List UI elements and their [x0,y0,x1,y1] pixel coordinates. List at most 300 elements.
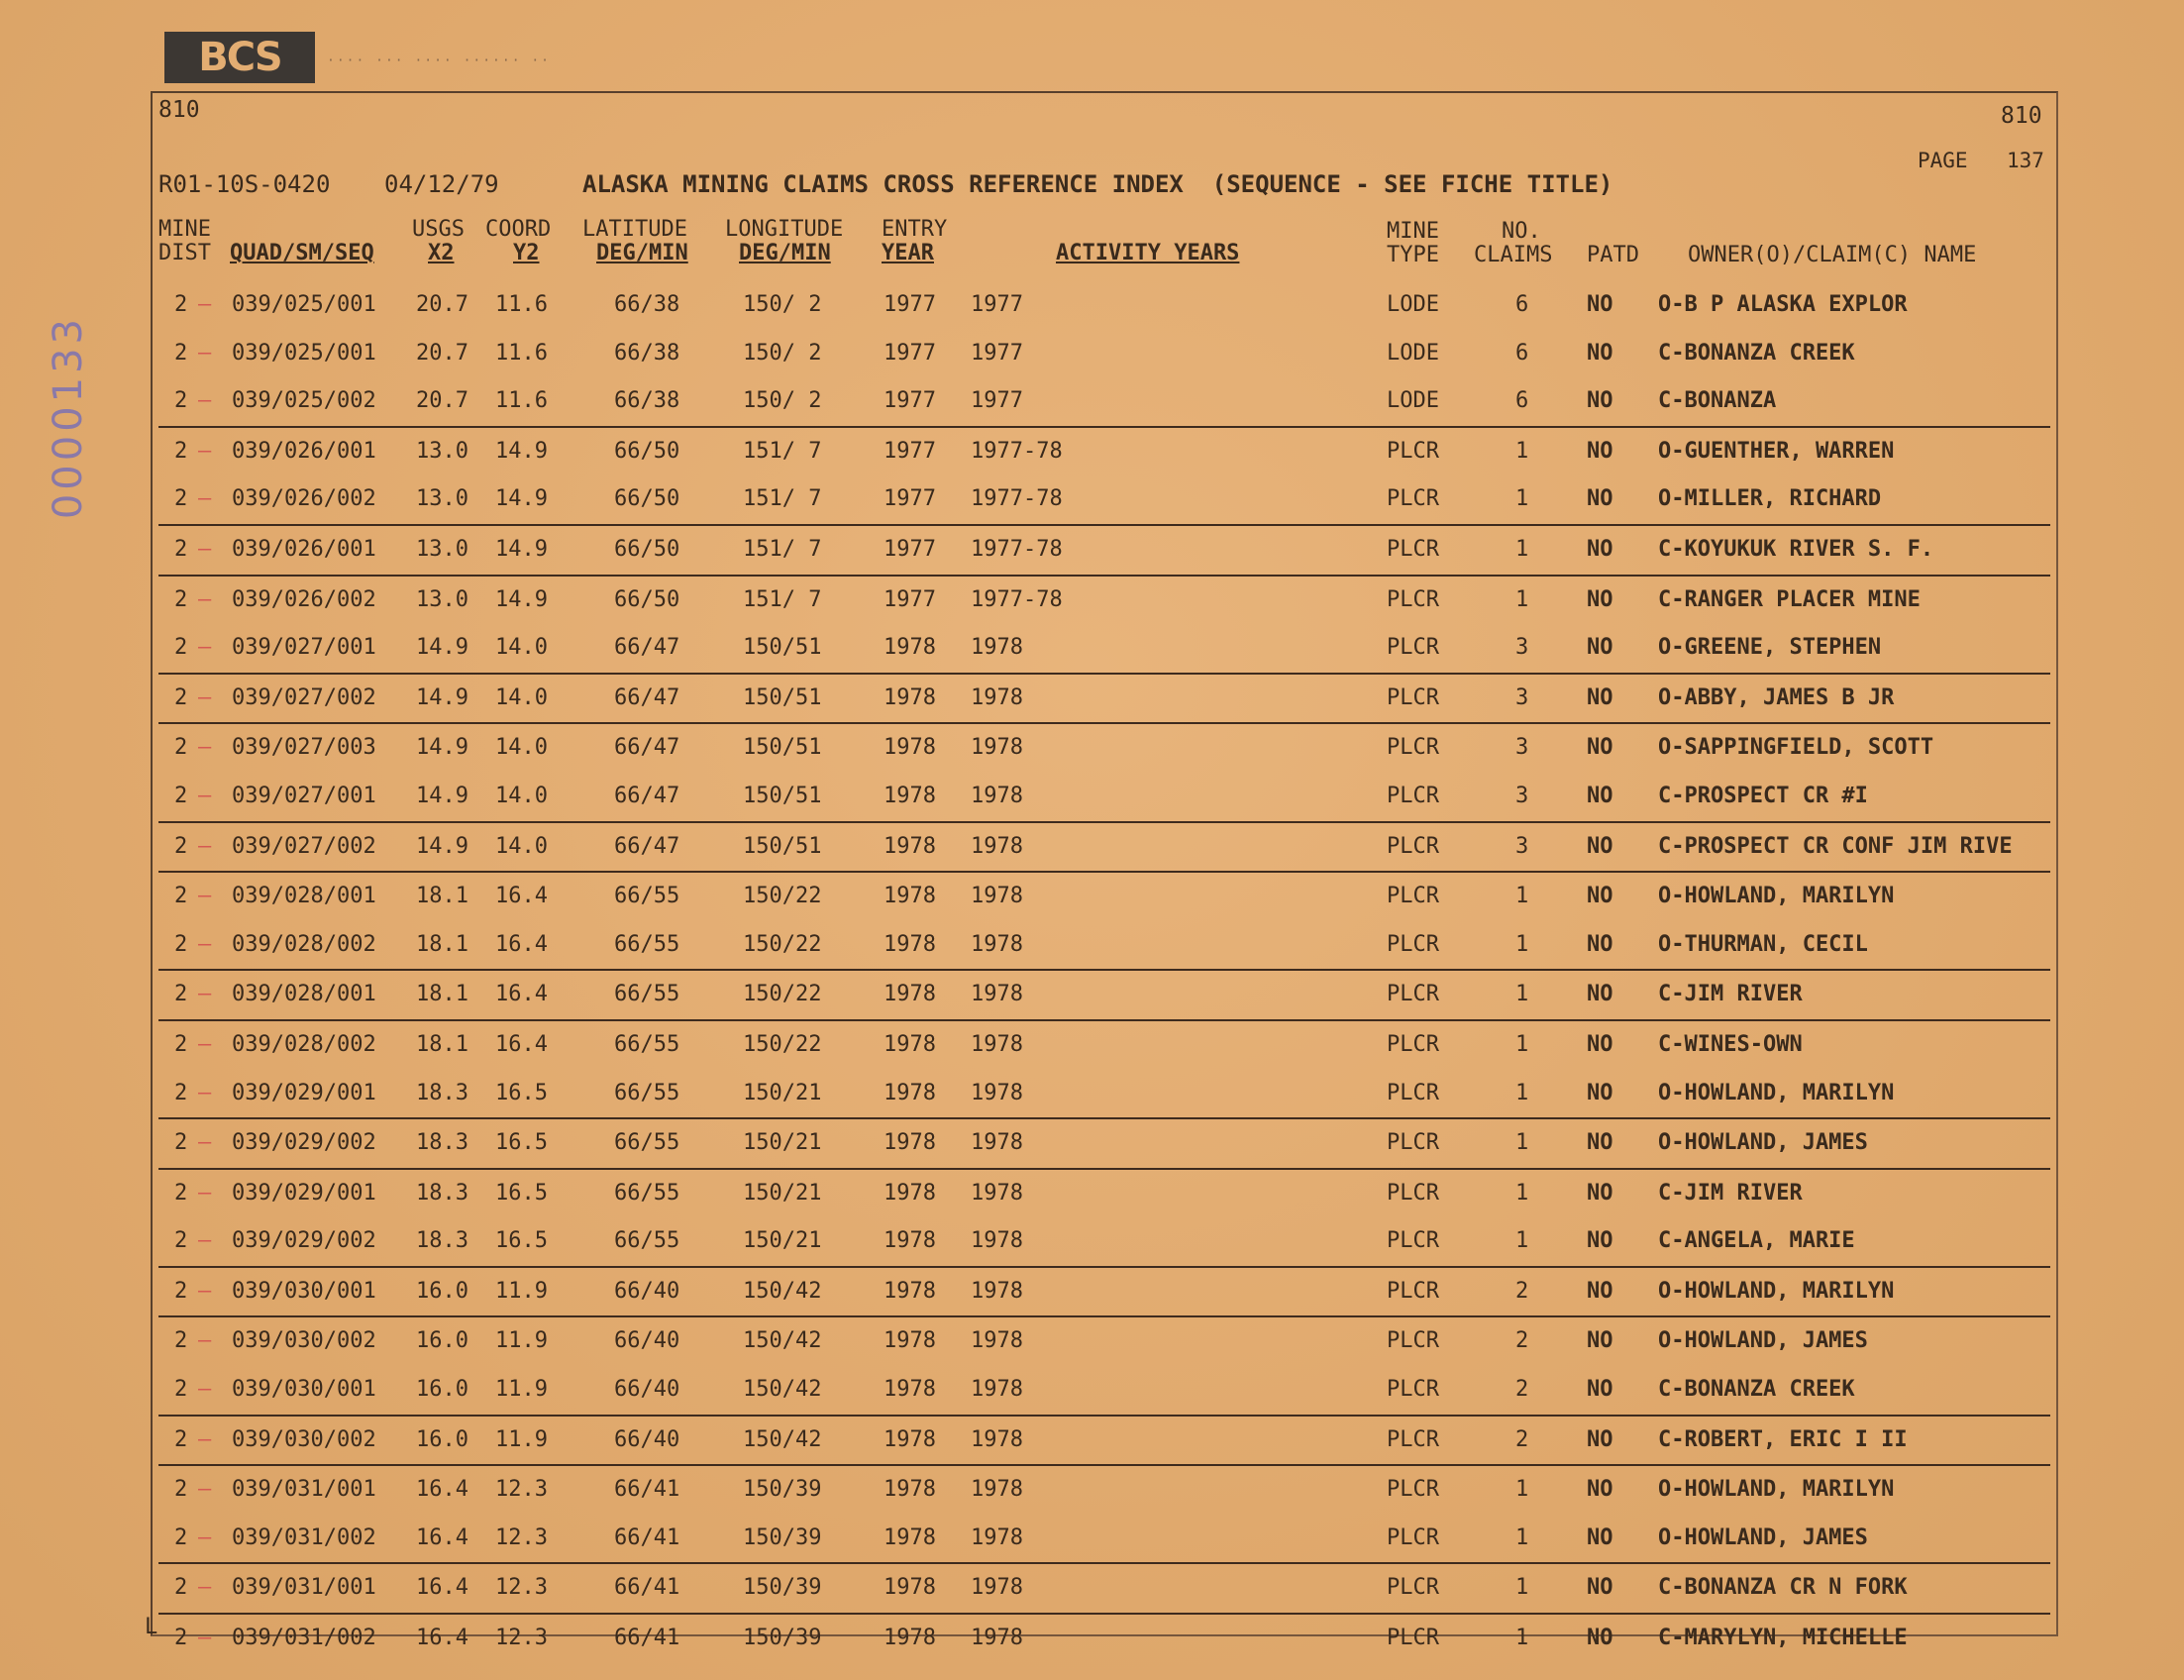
mine-type-cell: PLCR [1387,833,1439,859]
owner-claim-name-cell: C-BONANZA CREEK [1658,340,1855,366]
quad-sm-seq-cell: 039/029/002 [232,1130,376,1156]
report-date: 04/12/79 [384,170,499,198]
col-mine-type-line2: TYPE [1387,243,1439,267]
owner-claim-name-cell: C-JIM RIVER [1658,982,1803,1007]
coord-y2-cell: 11.9 [495,1328,548,1354]
mine-dist-cell: 2 [174,1477,188,1503]
patented-cell: NO [1587,1228,1613,1254]
red-tick-mark: — [198,1477,212,1503]
col-entry-line2: YEAR [882,241,934,265]
col-activity-years: ACTIVITY YEARS [1056,241,1240,265]
longitude-cell: 151/ 7 [743,486,822,512]
table-row [158,1070,2050,1120]
col-claims-line2: CLAIMS [1474,243,1553,267]
mine-type-cell: PLCR [1387,586,1439,612]
claims-count-cell: 1 [1515,1626,1529,1651]
col-longitude-line2: DEG/MIN [739,241,831,265]
red-tick-mark: — [198,684,212,710]
owner-claim-name-cell: O-HOWLAND, MARILYN [1658,1278,1895,1304]
latitude-cell: 66/55 [614,1180,680,1206]
coord-y2-cell: 16.5 [495,1080,548,1105]
red-tick-mark: — [198,1228,212,1254]
activity-years-cell: 1978 [971,735,1023,761]
longitude-cell: 150/ 2 [743,388,822,414]
mine-dist-cell: 2 [174,931,188,957]
patented-cell: NO [1587,1426,1613,1452]
latitude-cell: 66/40 [614,1278,680,1304]
latitude-cell: 66/47 [614,735,680,761]
coord-y2-cell: 16.5 [495,1130,548,1156]
entry-year-cell: 1978 [884,1031,936,1057]
latitude-cell: 66/55 [614,1080,680,1105]
entry-year-cell: 1978 [884,1130,936,1156]
usgs-x2-cell: 20.7 [416,292,468,317]
table-row [158,281,2050,330]
red-tick-mark: — [198,1278,212,1304]
mine-type-cell: PLCR [1387,438,1439,464]
quad-sm-seq-cell: 039/028/001 [232,982,376,1007]
entry-year-cell: 1977 [884,292,936,317]
mine-dist-cell: 2 [174,438,188,464]
red-tick-mark: — [198,1180,212,1206]
col-mine-dist-line1: MINE [158,217,211,242]
owner-claim-name-cell: O-GREENE, STEPHEN [1658,635,1882,661]
activity-years-cell: 1978 [971,833,1023,859]
entry-year-cell: 1977 [884,536,936,562]
red-tick-mark: — [198,884,212,909]
owner-claim-name-cell: O-ABBY, JAMES B JR [1658,684,1895,710]
claims-count-cell: 3 [1515,635,1529,661]
owner-claim-name-cell: C-RANGER PLACER MINE [1658,586,1921,612]
usgs-x2-cell: 18.3 [416,1228,468,1254]
mine-dist-cell: 2 [174,1426,188,1452]
activity-years-cell: 1978 [971,684,1023,710]
longitude-cell: 150/42 [743,1377,822,1403]
red-tick-mark: — [198,1626,212,1651]
longitude-cell: 150/42 [743,1328,822,1354]
claims-count-cell: 2 [1515,1377,1529,1403]
latitude-cell: 66/41 [614,1575,680,1601]
table-row [158,675,2050,725]
usgs-x2-cell: 18.1 [416,884,468,909]
mine-type-cell: PLCR [1387,1180,1439,1206]
usgs-x2-cell: 16.4 [416,1477,468,1503]
entry-year-cell: 1978 [884,833,936,859]
activity-years-cell: 1978 [971,1278,1023,1304]
mine-type-cell: PLCR [1387,735,1439,761]
quad-sm-seq-cell: 039/027/002 [232,833,376,859]
claims-count-cell: 1 [1515,1575,1529,1601]
claims-count-cell: 1 [1515,536,1529,562]
entry-year-cell: 1978 [884,931,936,957]
activity-years-cell: 1978 [971,1524,1023,1550]
activity-years-cell: 1978 [971,1031,1023,1057]
entry-year-cell: 1978 [884,1426,936,1452]
claims-count-cell: 3 [1515,783,1529,808]
red-tick-mark: — [198,1031,212,1057]
usgs-x2-cell: 14.9 [416,735,468,761]
mine-dist-cell: 2 [174,1278,188,1304]
activity-years-cell: 1978 [971,1426,1023,1452]
quad-sm-seq-cell: 039/027/002 [232,684,376,710]
usgs-x2-cell: 14.9 [416,635,468,661]
entry-year-cell: 1977 [884,438,936,464]
longitude-cell: 150/ 2 [743,292,822,317]
quad-sm-seq-cell: 039/025/002 [232,388,376,414]
mine-type-cell: PLCR [1387,1031,1439,1057]
mine-type-cell: PLCR [1387,1377,1439,1403]
col-latitude-line2: DEG/MIN [596,241,688,265]
owner-claim-name-cell: O-B P ALASKA EXPLOR [1658,292,1908,317]
entry-year-cell: 1978 [884,1080,936,1105]
table-row [158,1021,2050,1070]
red-tick-mark: — [198,1426,212,1452]
table-row [158,330,2050,378]
entry-year-cell: 1978 [884,1328,936,1354]
coord-y2-cell: 11.6 [495,340,548,366]
coord-y2-cell: 14.9 [495,536,548,562]
usgs-x2-cell: 16.0 [416,1377,468,1403]
owner-claim-name-cell: O-THURMAN, CECIL [1658,931,1868,957]
table-row [158,1417,2050,1467]
latitude-cell: 66/40 [614,1426,680,1452]
quad-sm-seq-cell: 039/030/001 [232,1377,376,1403]
activity-years-cell: 1978 [971,783,1023,808]
latitude-cell: 66/50 [614,536,680,562]
mine-type-cell: LODE [1387,388,1439,414]
mine-dist-cell: 2 [174,1377,188,1403]
longitude-cell: 150/39 [743,1575,822,1601]
page-number: 137 [2007,149,2044,172]
owner-claim-name-cell: C-BONANZA [1658,388,1777,414]
red-tick-mark: — [198,340,212,366]
coord-y2-cell: 11.6 [495,388,548,414]
latitude-cell: 66/55 [614,884,680,909]
latitude-cell: 66/47 [614,684,680,710]
activity-years-cell: 1978 [971,1228,1023,1254]
report-title: ALASKA MINING CLAIMS CROSS REFERENCE INDEX (SEQUENCE - SEE FICHE TITLE) [582,170,1613,198]
red-tick-mark: — [198,931,212,957]
report-id: R01-10S-0420 [158,170,331,198]
patented-cell: NO [1587,1524,1613,1550]
mine-dist-cell: 2 [174,1031,188,1057]
side-stamp-number: 0000133 [46,315,91,520]
longitude-cell: 150/22 [743,1031,822,1057]
mine-type-cell: PLCR [1387,1130,1439,1156]
owner-claim-name-cell: C-WINES-OWN [1658,1031,1803,1057]
mine-dist-cell: 2 [174,1180,188,1206]
activity-years-cell: 1978 [971,931,1023,957]
latitude-cell: 66/55 [614,1130,680,1156]
longitude-cell: 150/51 [743,735,822,761]
claims-count-cell: 1 [1515,1228,1529,1254]
latitude-cell: 66/55 [614,982,680,1007]
entry-year-cell: 1977 [884,388,936,414]
owner-claim-name-cell: O-HOWLAND, JAMES [1658,1524,1868,1550]
mine-dist-cell: 2 [174,536,188,562]
longitude-cell: 150/39 [743,1626,822,1651]
claims-count-cell: 6 [1515,388,1529,414]
mine-dist-cell: 2 [174,340,188,366]
mine-type-cell: LODE [1387,292,1439,317]
patented-cell: NO [1587,536,1613,562]
mine-type-cell: PLCR [1387,1524,1439,1550]
entry-year-cell: 1978 [884,1524,936,1550]
claims-count-cell: 3 [1515,833,1529,859]
latitude-cell: 66/41 [614,1477,680,1503]
owner-claim-name-cell: O-HOWLAND, JAMES [1658,1328,1868,1354]
latitude-cell: 66/41 [614,1524,680,1550]
coord-y2-cell: 12.3 [495,1626,548,1651]
entry-year-cell: 1978 [884,684,936,710]
red-tick-mark: — [198,635,212,661]
usgs-x2-cell: 16.4 [416,1626,468,1651]
claims-count-cell: 1 [1515,1031,1529,1057]
claims-count-cell: 3 [1515,684,1529,710]
entry-year-cell: 1978 [884,783,936,808]
owner-claim-name-cell: C-PROSPECT CR #I [1658,783,1868,808]
coord-y2-cell: 16.5 [495,1228,548,1254]
owner-claim-name-cell: O-HOWLAND, MARILYN [1658,884,1895,909]
usgs-x2-cell: 14.9 [416,783,468,808]
activity-years-cell: 1978 [971,982,1023,1007]
table-row [158,921,2050,972]
table-row [158,377,2050,428]
owner-claim-name-cell: C-MARYLYN, MICHELLE [1658,1626,1908,1651]
longitude-cell: 151/ 7 [743,536,822,562]
logo-subtext: ···· ··· ···· ······ ·· [327,53,552,68]
entry-year-cell: 1977 [884,486,936,512]
usgs-x2-cell: 16.0 [416,1426,468,1452]
mine-type-cell: PLCR [1387,1228,1439,1254]
claims-count-cell: 2 [1515,1278,1529,1304]
claims-count-cell: 1 [1515,931,1529,957]
col-coord-line2: Y2 [513,241,540,265]
mine-dist-cell: 2 [174,735,188,761]
coord-y2-cell: 12.3 [495,1524,548,1550]
mine-dist-cell: 2 [174,1080,188,1105]
owner-claim-name-cell: O-HOWLAND, MARILYN [1658,1080,1895,1105]
patented-cell: NO [1587,735,1613,761]
claims-count-cell: 1 [1515,1524,1529,1550]
usgs-x2-cell: 14.9 [416,833,468,859]
latitude-cell: 66/50 [614,438,680,464]
col-longitude-line1: LONGITUDE [725,217,844,242]
mine-dist-cell: 2 [174,1328,188,1354]
coord-y2-cell: 14.0 [495,735,548,761]
mine-dist-cell: 2 [174,833,188,859]
latitude-cell: 66/55 [614,1031,680,1057]
latitude-cell: 66/50 [614,586,680,612]
red-tick-mark: — [198,536,212,562]
entry-year-cell: 1978 [884,982,936,1007]
activity-years-cell: 1978 [971,1575,1023,1601]
activity-years-cell: 1978 [971,635,1023,661]
owner-claim-name-cell: C-JIM RIVER [1658,1180,1803,1206]
longitude-cell: 150/51 [743,783,822,808]
coord-y2-cell: 16.4 [495,982,548,1007]
patented-cell: NO [1587,1377,1613,1403]
coord-y2-cell: 11.9 [495,1278,548,1304]
owner-claim-name-cell: O-SAPPINGFIELD, SCOTT [1658,735,1934,761]
mine-type-cell: PLCR [1387,1328,1439,1354]
owner-claim-name-cell: C-KOYUKUK RIVER S. F. [1658,536,1934,562]
coord-y2-cell: 11.6 [495,292,548,317]
red-tick-mark: — [198,982,212,1007]
quad-sm-seq-cell: 039/028/002 [232,931,376,957]
mine-dist-cell: 2 [174,1228,188,1254]
usgs-x2-cell: 18.3 [416,1180,468,1206]
quad-sm-seq-cell: 039/026/002 [232,586,376,612]
mine-type-cell: PLCR [1387,635,1439,661]
red-tick-mark: — [198,833,212,859]
longitude-cell: 150/21 [743,1228,822,1254]
col-owner-claim-name: OWNER(O)/CLAIM(C) NAME [1688,243,1977,267]
activity-years-cell: 1978 [971,1080,1023,1105]
owner-claim-name-cell: C-ANGELA, MARIE [1658,1228,1855,1254]
longitude-cell: 150/39 [743,1524,822,1550]
claims-count-cell: 2 [1515,1426,1529,1452]
mine-dist-cell: 2 [174,292,188,317]
claims-count-cell: 6 [1515,292,1529,317]
mine-type-cell: PLCR [1387,1575,1439,1601]
usgs-x2-cell: 13.0 [416,486,468,512]
quad-sm-seq-cell: 039/025/001 [232,340,376,366]
coord-y2-cell: 16.4 [495,931,548,957]
table-row [158,1564,2050,1615]
red-tick-mark: — [198,1575,212,1601]
mine-dist-cell: 2 [174,1575,188,1601]
mine-type-cell: PLCR [1387,684,1439,710]
table-row [158,1515,2050,1565]
mine-dist-cell: 2 [174,884,188,909]
patented-cell: NO [1587,931,1613,957]
coord-y2-cell: 12.3 [495,1575,548,1601]
quad-sm-seq-cell: 039/031/002 [232,1626,376,1651]
table-row [158,1366,2050,1417]
mine-type-cell: PLCR [1387,884,1439,909]
mine-type-cell: PLCR [1387,1626,1439,1651]
coord-y2-cell: 14.0 [495,833,548,859]
usgs-x2-cell: 20.7 [416,340,468,366]
col-claims-line1: NO. [1502,219,1541,244]
table-row [158,1268,2050,1318]
usgs-x2-cell: 18.1 [416,931,468,957]
patented-cell: NO [1587,438,1613,464]
longitude-cell: 150/21 [743,1130,822,1156]
col-patd: PATD [1587,243,1639,267]
red-tick-mark: — [198,388,212,414]
mine-type-cell: PLCR [1387,1426,1439,1452]
claims-table [158,281,2050,1663]
quad-sm-seq-cell: 039/027/003 [232,735,376,761]
entry-year-cell: 1978 [884,1377,936,1403]
quad-sm-seq-cell: 039/029/001 [232,1080,376,1105]
mine-type-cell: PLCR [1387,1278,1439,1304]
claims-count-cell: 3 [1515,735,1529,761]
coord-y2-cell: 16.4 [495,1031,548,1057]
patented-cell: NO [1587,388,1613,414]
bottom-corner-mark: L [145,1615,158,1639]
table-row [158,1615,2050,1663]
usgs-x2-cell: 13.0 [416,586,468,612]
red-tick-mark: — [198,1377,212,1403]
latitude-cell: 66/38 [614,292,680,317]
mine-type-cell: PLCR [1387,1477,1439,1503]
red-tick-mark: — [198,1080,212,1105]
entry-year-cell: 1978 [884,1626,936,1651]
longitude-cell: 150/51 [743,635,822,661]
longitude-cell: 150/ 2 [743,340,822,366]
longitude-cell: 150/22 [743,884,822,909]
table-row [158,475,2050,526]
usgs-x2-cell: 18.3 [416,1080,468,1105]
activity-years-cell: 1978 [971,1130,1023,1156]
owner-claim-name-cell: O-HOWLAND, JAMES [1658,1130,1868,1156]
mine-type-cell: PLCR [1387,536,1439,562]
patented-cell: NO [1587,1130,1613,1156]
usgs-x2-cell: 13.0 [416,438,468,464]
mine-dist-cell: 2 [174,486,188,512]
claims-count-cell: 1 [1515,1477,1529,1503]
latitude-cell: 66/40 [614,1377,680,1403]
patented-cell: NO [1587,1031,1613,1057]
claims-count-cell: 1 [1515,1130,1529,1156]
col-usgs-line2: X2 [428,241,455,265]
longitude-cell: 150/22 [743,931,822,957]
quad-sm-seq-cell: 039/027/001 [232,635,376,661]
mine-dist-cell: 2 [174,1130,188,1156]
claims-count-cell: 2 [1515,1328,1529,1354]
latitude-cell: 66/38 [614,340,680,366]
patented-cell: NO [1587,486,1613,512]
activity-years-cell: 1978 [971,884,1023,909]
longitude-cell: 150/22 [743,982,822,1007]
mine-dist-cell: 2 [174,388,188,414]
quad-sm-seq-cell: 039/030/001 [232,1278,376,1304]
patented-cell: NO [1587,1080,1613,1105]
longitude-cell: 150/39 [743,1477,822,1503]
quad-sm-seq-cell: 039/030/002 [232,1426,376,1452]
claims-count-cell: 1 [1515,884,1529,909]
latitude-cell: 66/40 [614,1328,680,1354]
owner-claim-name-cell: C-ROBERT, ERIC I II [1658,1426,1908,1452]
longitude-cell: 151/ 7 [743,438,822,464]
red-tick-mark: — [198,486,212,512]
activity-years-cell: 1977 [971,292,1023,317]
activity-years-cell: 1977 [971,340,1023,366]
owner-claim-name-cell: O-HOWLAND, MARILYN [1658,1477,1895,1503]
patented-cell: NO [1587,1328,1613,1354]
latitude-cell: 66/50 [614,486,680,512]
mine-dist-cell: 2 [174,783,188,808]
quad-sm-seq-cell: 039/026/001 [232,438,376,464]
latitude-cell: 66/38 [614,388,680,414]
coord-y2-cell: 11.9 [495,1377,548,1403]
mine-dist-cell: 2 [174,1524,188,1550]
activity-years-cell: 1977-78 [971,536,1063,562]
patented-cell: NO [1587,635,1613,661]
coord-y2-cell: 14.0 [495,783,548,808]
quad-sm-seq-cell: 039/028/002 [232,1031,376,1057]
table-row [158,1119,2050,1170]
patented-cell: NO [1587,884,1613,909]
entry-year-cell: 1978 [884,1228,936,1254]
report-code-left: 810 [158,97,200,123]
page-label: PAGE [1918,149,1968,172]
quad-sm-seq-cell: 039/026/002 [232,486,376,512]
col-usgs-line1: USGS [412,217,465,242]
